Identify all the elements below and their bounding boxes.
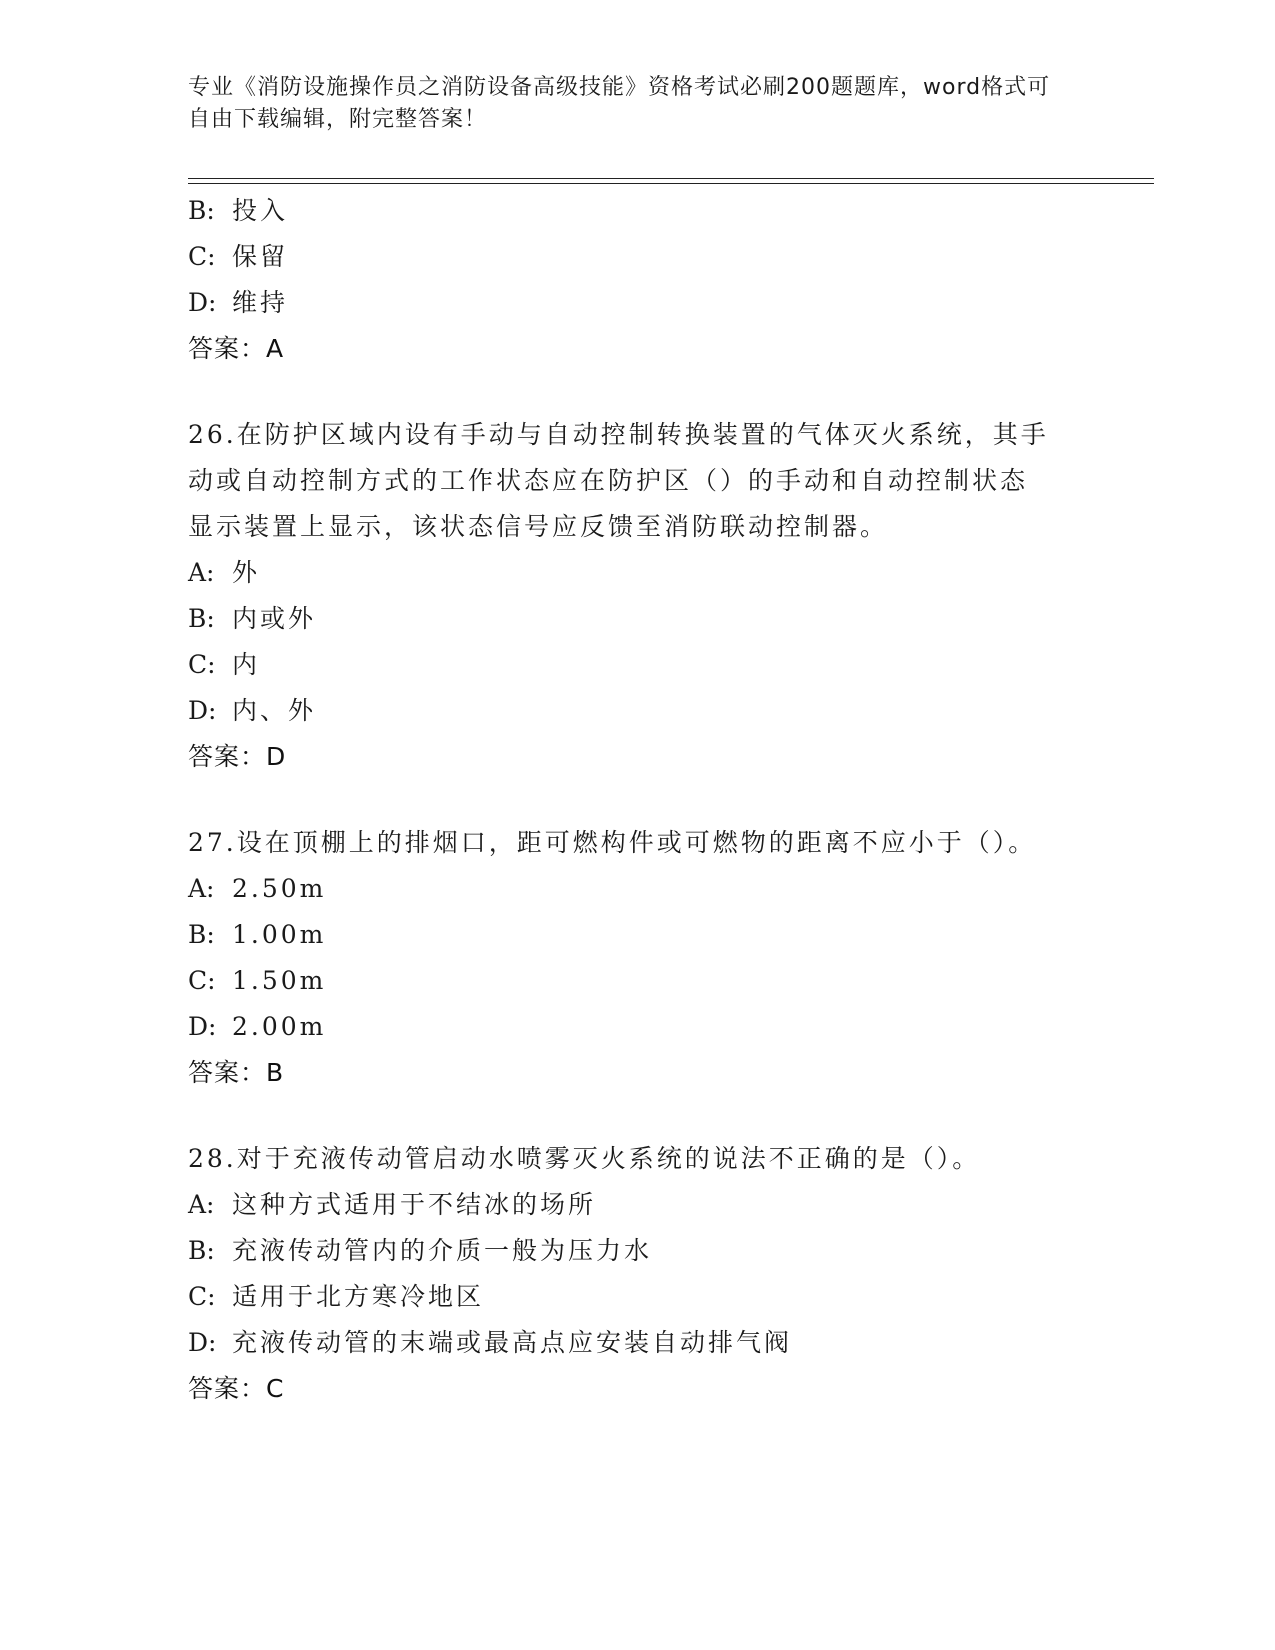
- option-letter: B:: [188, 920, 215, 949]
- question-continued: [188, 188, 1088, 372]
- option-letter: B:: [188, 196, 215, 225]
- option-letter: C:: [188, 242, 216, 271]
- option-c: [188, 1274, 1088, 1320]
- option-c: [188, 642, 1088, 688]
- option-d: [188, 688, 1088, 734]
- option-letter: A:: [188, 558, 215, 587]
- question-28: [188, 1136, 1088, 1412]
- option-letter: C:: [188, 650, 216, 679]
- option-letter: D:: [188, 1012, 217, 1041]
- option-text: 1.50m: [232, 966, 327, 995]
- option-letter: B:: [188, 1236, 215, 1265]
- header-divider-bottom: [188, 183, 1154, 184]
- option-b: [188, 912, 1088, 958]
- stem-line: 27.设在顶棚上的排烟口，距可燃构件或可燃物的距离不应小于（）。: [188, 828, 1037, 857]
- answer: 答案：D: [188, 742, 287, 771]
- option-letter: D:: [188, 288, 217, 317]
- option-letter: A:: [188, 1190, 215, 1219]
- option-text: 内、外: [232, 696, 317, 725]
- option-text: 充液传动管的末端或最高点应安装自动排气阀: [232, 1328, 793, 1357]
- answer: 答案：B: [188, 1058, 285, 1087]
- option-b: [188, 596, 1088, 642]
- option-text: 1.00m: [232, 920, 327, 949]
- option-a: [188, 550, 1088, 596]
- option-letter: D:: [188, 1328, 217, 1357]
- stem-line: 显示装置上显示，该状态信号应反馈至消防联动控制器。: [188, 512, 889, 541]
- option-d: [188, 280, 1088, 326]
- stem-line: 26.在防护区域内设有手动与自动控制转换装置的气体灭火系统，其手: [188, 420, 1049, 449]
- question-stem: [188, 1136, 1088, 1182]
- page-content: [188, 188, 1088, 1412]
- option-c: [188, 234, 1088, 280]
- option-letter: A:: [188, 874, 215, 903]
- option-letter: C:: [188, 966, 216, 995]
- option-b: [188, 1228, 1088, 1274]
- option-text: 维持: [232, 288, 289, 317]
- option-letter: C:: [188, 1282, 216, 1311]
- option-letter: D:: [188, 696, 217, 725]
- option-d: [188, 1004, 1088, 1050]
- header-divider-top: [188, 178, 1154, 179]
- option-text: 2.50m: [232, 874, 327, 903]
- document-header: 专业《消防设施操作员之消防设备高级技能》资格考试必刷200题题库，word格式可自由下载编辑，附完整答案！: [188, 75, 1051, 132]
- option-a: [188, 866, 1088, 912]
- option-c: [188, 958, 1088, 1004]
- stem-line: 动或自动控制方式的工作状态应在防护区（）的手动和自动控制状态: [188, 466, 1029, 495]
- answer: 答案：C: [188, 1374, 285, 1403]
- option-text: 适用于北方寒冷地区: [232, 1282, 485, 1311]
- option-letter: B:: [188, 604, 215, 633]
- option-d: [188, 1320, 1088, 1366]
- question-stem: [188, 820, 1088, 866]
- question-27: [188, 820, 1088, 1096]
- option-text: 内: [232, 650, 261, 679]
- option-text: 外: [232, 558, 261, 587]
- option-b: [188, 188, 1088, 234]
- option-text: 投入: [232, 196, 289, 225]
- option-text: 2.00m: [232, 1012, 327, 1041]
- option-text: 这种方式适用于不结冰的场所: [232, 1190, 597, 1219]
- option-text: 内或外: [232, 604, 317, 633]
- option-text: 保留: [232, 242, 289, 271]
- option-text: 充液传动管内的介质一般为压力水: [232, 1236, 653, 1265]
- question-26: [188, 412, 1088, 780]
- answer: 答案：A: [188, 334, 285, 363]
- stem-line: 28.对于充液传动管启动水喷雾灭火系统的说法不正确的是（）。: [188, 1144, 981, 1173]
- question-stem: [188, 412, 1088, 550]
- option-a: [188, 1182, 1088, 1228]
